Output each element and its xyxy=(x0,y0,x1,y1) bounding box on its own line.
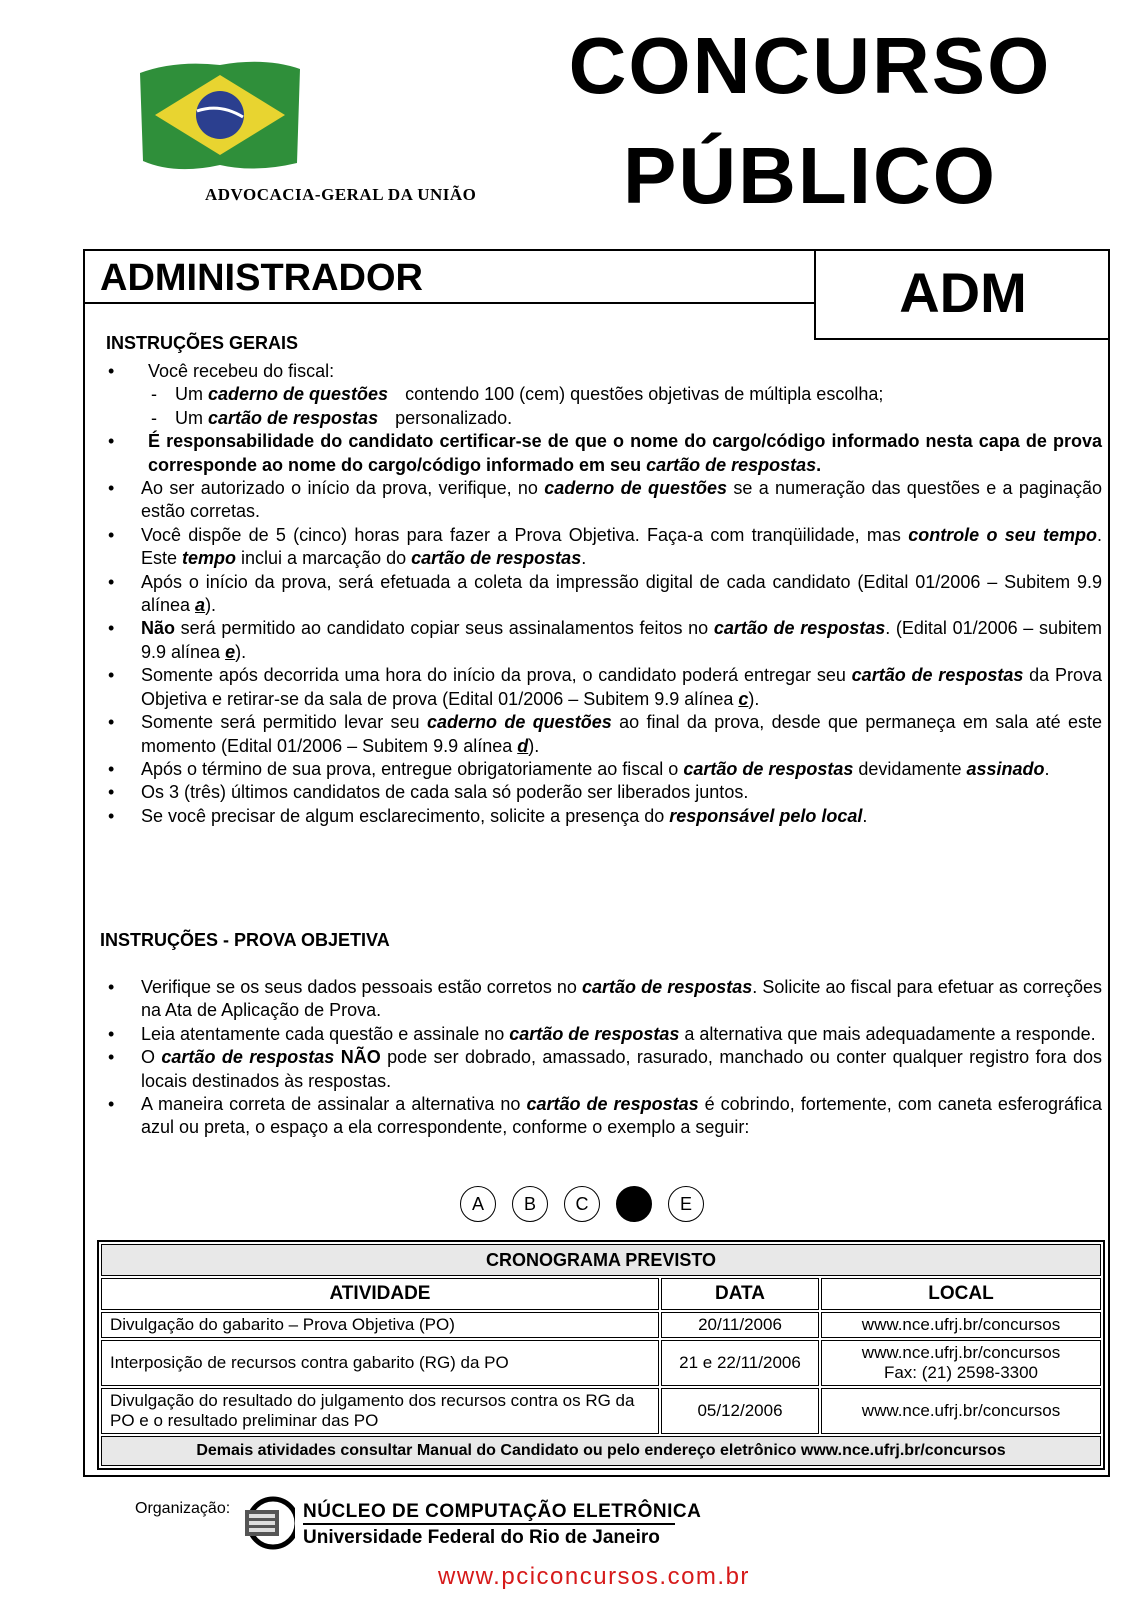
date-cell: 20/11/2006 xyxy=(661,1312,819,1338)
local-fax: Fax: (21) 2598-3300 xyxy=(883,1363,1039,1382)
option-bubble-d-filled xyxy=(616,1186,652,1222)
objective-instructions-title: INSTRUÇÕES - PROVA OBJETIVA xyxy=(100,930,390,950)
local-url: www.nce.ufrj.br/concursos xyxy=(861,1343,1061,1362)
schedule-footer: Demais atividades consultar Manual do Candidato ou pelo endereço eletrônico www.nce.ufrj.br/concursos xyxy=(101,1436,1101,1466)
date-cell: 21 e 22/11/2006 xyxy=(661,1340,819,1386)
role-divider xyxy=(84,302,814,304)
date-cell: 05/12/2006 xyxy=(661,1388,819,1434)
list-item: • Verifique se os seus dados pessoais estão corretos no cartão de respostas. Solicite ao fiscal para efetuar as correções na Ata de Aplicação de Prova. xyxy=(108,976,1102,1023)
list-item: • A maneira correta de assinalar a alternativa no cartão de respostas é cobrindo, fortemente, com caneta esferográfica azul ou preta, o espaço a ela correspondente, conforme o exemplo a seguir: xyxy=(108,1093,1102,1140)
local-cell: www.nce.ufrj.br/concursos xyxy=(821,1388,1101,1434)
option-bubble-c: C xyxy=(564,1186,600,1222)
list-item: • Você dispõe de 5 (cinco) horas para fazer a Prova Objetiva. Faça-a com tranqüilidade, mas controle o seu tempo. Este tempo inclui a marcação do cartão de respostas. xyxy=(108,524,1102,571)
local-cell xyxy=(821,1340,1101,1386)
organization-label: Organização: xyxy=(135,1500,231,1517)
option-bubble-e: E xyxy=(668,1186,704,1222)
list-item: • Somente será permitido levar seu caderno de questões ao final da prova, desde que permaneça em sala até este momento (Edital 01/2006 – Subitem 9.9 alínea d). xyxy=(108,711,1102,758)
title-concurso: CONCURSO xyxy=(568,21,1052,110)
list-item: • Após o início da prova, será efetuada a coleta da impressão digital de cada candidato (Edital 01/2006 – Subitem 9.9 alínea a). xyxy=(108,571,1102,618)
list-item: - Um caderno de questões contendo 100 (cem) questões objetivas de múltipla escolha; xyxy=(108,383,1102,406)
list-item: • Ao ser autorizado o início da prova, verifique, no caderno de questões se a numeração das questões e a paginação estão corretas. xyxy=(108,477,1102,524)
site-url[interactable]: www.pciconcursos.com.br xyxy=(438,1563,750,1590)
table-row xyxy=(101,1312,1101,1338)
schedule-title: CRONOGRAMA PREVISTO xyxy=(101,1244,1101,1276)
list-item: • Leia atentamente cada questão e assinale no cartão de respostas a alternativa que mais adequadamente a responde. xyxy=(108,1023,1102,1046)
role-title: ADMINISTRADOR xyxy=(100,257,423,299)
objective-instructions-list xyxy=(108,976,1102,1140)
nce-divider xyxy=(303,1523,675,1525)
list-item: • Após o término de sua prova, entregue obrigatoriamente ao fiscal o cartão de respostas devidamente assinado. xyxy=(108,758,1102,781)
col-date: DATA xyxy=(661,1278,819,1310)
list-item: - Um cartão de respostas personalizado. xyxy=(108,407,1102,430)
list-item: • Se você precisar de algum esclarecimento, solicite a presença do responsável pelo local. xyxy=(108,805,1102,828)
activity-cell: Divulgação do gabarito – Prova Objetiva (PO) xyxy=(101,1312,659,1338)
col-local: LOCAL xyxy=(821,1278,1101,1310)
role-code: ADM xyxy=(814,249,1110,340)
list-item: • Somente após decorrida uma hora do início da prova, o candidato poderá entregar seu cartão de respostas da Prova Objetiva e retirar-se da sala de prova (Edital 01/2006 – Subitem 9.9 alínea c). xyxy=(108,664,1102,711)
col-activity: ATIVIDADE xyxy=(101,1278,659,1310)
title-publico: PÚBLICO xyxy=(623,131,997,220)
schedule-table xyxy=(97,1240,1105,1470)
list-item: • É responsabilidade do candidato certificar-se de que o nome do cargo/código informado nesta capa de prova corresponde ao nome do cargo/código informado em seu cartão de respostas. xyxy=(108,430,1102,477)
list-item: • O cartão de respostas NÃO pode ser dobrado, amassado, rasurado, manchado ou conter qualquer registro fora dos locais destinados às respostas. xyxy=(108,1046,1102,1093)
nce-name: NÚCLEO DE COMPUTAÇÃO ELETRÔNICA xyxy=(303,1501,702,1522)
option-bubble-b: B xyxy=(512,1186,548,1222)
activity-cell: Interposição de recursos contra gabarito (RG) da PO xyxy=(101,1340,659,1386)
general-instructions-title: INSTRUÇÕES GERAIS xyxy=(106,333,299,353)
table-row xyxy=(101,1340,1101,1386)
agency-name: ADVOCACIA-GERAL DA UNIÃO xyxy=(205,185,477,204)
brazil-flag-logo xyxy=(135,55,305,175)
table-row xyxy=(101,1388,1101,1434)
nce-logo-icon xyxy=(243,1490,295,1556)
general-instructions-list xyxy=(108,360,1102,828)
list-item: • Você recebeu do fiscal: xyxy=(108,360,1102,383)
local-cell: www.nce.ufrj.br/concursos xyxy=(821,1312,1101,1338)
university-name: Universidade Federal do Rio de Janeiro xyxy=(303,1527,660,1548)
option-bubble-a: A xyxy=(460,1186,496,1222)
list-item: • Não será permitido ao candidato copiar seus assinalamentos feitos no cartão de respostas. (Edital 01/2006 – subitem 9.9 alínea e). xyxy=(108,617,1102,664)
list-item: • Os 3 (três) últimos candidatos de cada sala só poderão ser liberados juntos. xyxy=(108,781,1102,804)
activity-cell: Divulgação do resultado do julgamento dos recursos contra os RG da PO e o resultado preliminar das PO xyxy=(101,1388,659,1434)
